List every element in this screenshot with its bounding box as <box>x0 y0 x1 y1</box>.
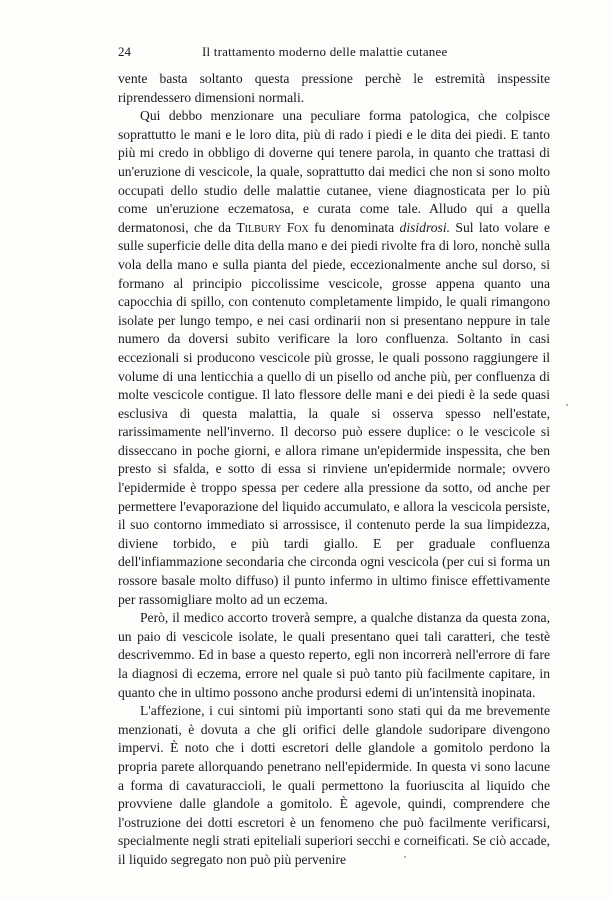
text-run: Qui debbo menzionare una peculiare forma patologica, che colpisce soprattutto le mani e le loro dita, più di rado i piedi e le dita dei piedi. E tanto più mi credo in obbligo di doverne qui tenere parola, in quanto che trattasi di un'eruzione di vescicole, la quale, soprattutto dai medici che non si sono molto occupati dello studio delle malattie cutanee, viene diagnosticata per lo più come un'eruzione eczematosa, e curata come tale. Alludo qui a quella dermatonosi, che da <box>118 108 550 235</box>
paper-speck <box>404 856 406 858</box>
text-run: Sul lato volare e sulle superficie delle dita della mano e dei piedi rivolte fra di loro, nonchè sulla vola della mano e sulla pianta del piede, eccezionalmente anche sul dorso, si formano al principio piccolissime vescicole, grosse appena quanto una capocchia di spillo, con contenuto completamente limpido, le quali rimangono isolate per lungo tempo, e nei casi ordinarii non si presentano neppure in tale numero da doversi subito verificare la loro confluenza. Soltanto in casi eccezionali si producono vescicole più grosse, le quali possono raggiungere il volume di una lenticchia a quello di un pisello od anche più, per confluenza di molte vescicole contigue. Il lato flessore delle mani e dei piedi è la sede quasi esclusiva di questa malattia, la quale si osserva spesso nell'estate, rarissimamente nell'inverno. Il decorso può essere duplice: o le vescicole si disseccano in poche giorni, e allora rimane un'epidermide inspessita, che ben presto si sfalda, e sotto di essa si rinviene un'epidermide normale; ovvero l'epidermide è troppo spessa per cedere alla pressione da sotto, od anche per permettere l'evaporazione del liquido accumulato, e allora la vescicola persiste, il suo contorno immediato si arrossisce, il contenuto perde la sua limpidezza, diviene torbido, e più tardi giallo. E per graduale confluenza dell'infiammazione secondaria che circonda ogni vescicola (per cui si forma un rossore basale molto diffuso) il punto infermo in ultimo finisce effettivamente per rassomigliare molto ad un eczema. <box>118 219 550 607</box>
text-run: vente basta soltanto questa pressione perchè le estremità inspessite riprendessero dimensioni normali. <box>118 71 550 105</box>
paragraph <box>118 702 550 869</box>
paragraph <box>118 609 550 702</box>
text-run: L'affezione, i cui sintomi più importanti sono stati qui da me brevemente menzionati, è dovuta a che gli orifici delle glandole sudoripare divengono impervi. È noto che i dotti escretori delle glandole a gomitolo perdono la propria parete allorquando penetrano nell'epidermide. In questa vi sono lacune a forma di cavaturaccioli, le quali permettono la fuoriuscita al liquido che provviene dalle glandole a gomitolo. È agevole, quindi, comprendere che l'ostruzione dei dotti escretori è un fenomeno che può facilmente verificarsi, specialmente negli strati epiteliali superiori secchi e corneificati. Se ciò accade, il liquido segregato non può più pervenire <box>118 703 550 867</box>
page-number: 24 <box>118 44 131 59</box>
paragraph <box>118 70 550 107</box>
text-run: fu denominata <box>308 219 400 235</box>
running-title: Il trattamento moderno delle malattie cutanee <box>202 44 448 59</box>
author-name: Tilbury Fox <box>236 219 309 235</box>
term-italic: disidrosi. <box>399 219 451 235</box>
body-text <box>118 70 550 870</box>
text-run: Però, il medico accorto troverà sempre, a qualche distanza da questa zona, un paio di vescicole isolate, le quali presentano quei tali caratteri, che testè descrivemmo. Ed in base a questo reperto, egli non incorrerà nell'errore di fare la diagnosi di eczema, errore nel quale si può tanto più facilmente capitare, in quanto che in ultimo possono anche prodursi edemi di un'intensità inopinata. <box>118 610 550 700</box>
paper-speck <box>566 404 568 406</box>
paragraph <box>118 107 550 609</box>
